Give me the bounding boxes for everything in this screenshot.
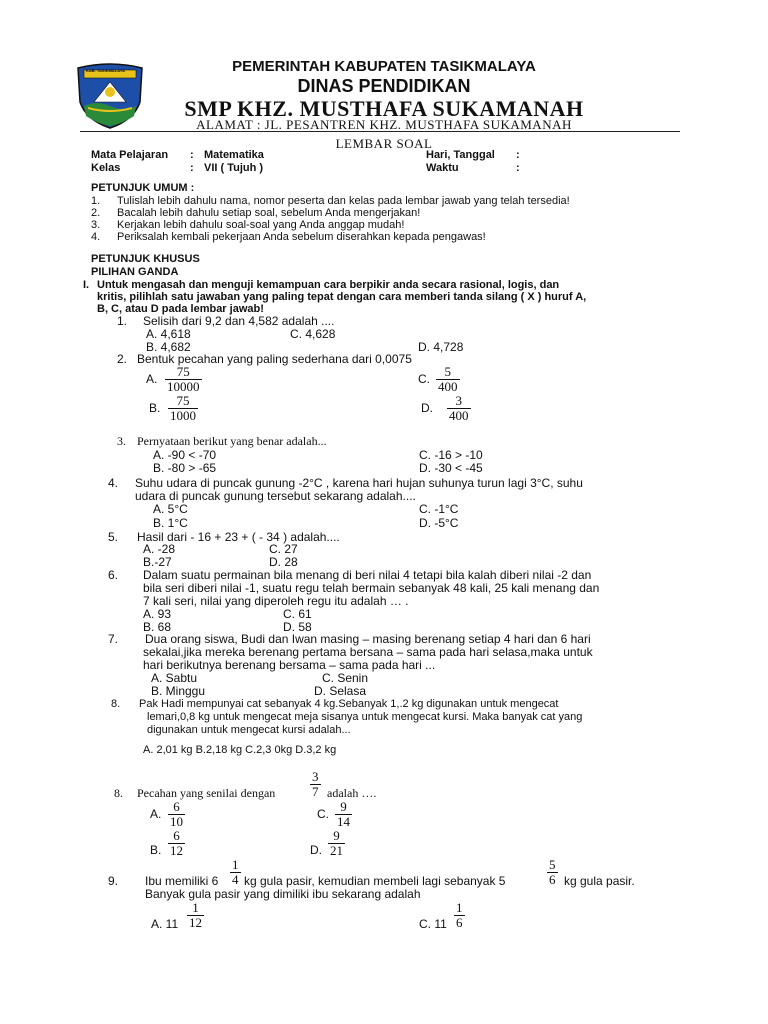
general-instructions-heading: PETUNJUK UMUM : [91,182,195,194]
option-c: C. 4,628 [290,327,336,341]
question-text: Hasil dari - 16 + 23 + ( - 34 ) adalah.... [137,530,340,544]
option-a-fraction [165,365,202,394]
question-text: udara di puncak gunung tersebut sekarang adalah.... [135,489,416,503]
question-number: 9. [108,874,119,888]
option-a: A. Sabtu [151,671,198,685]
fraction-denominator: 12 [189,915,202,930]
option-a: A. -28 [143,542,176,556]
fraction-denominator: 12 [170,843,183,858]
class-label: Kelas [91,162,121,174]
option-d: D. 28 [269,555,298,569]
government-title: PEMERINTAH KABUPATEN TASIKMALAYA [232,58,536,75]
option-a-fraction [187,901,204,930]
question-number: 1. [117,314,128,328]
fraction-numerator: 9 [333,828,340,843]
question-text: Pernyataan berikut yang benar adalah... [137,434,327,448]
general-item-number: 2. [91,207,101,219]
option-a-label: A. [146,372,158,386]
option-a-label: A. [150,807,162,821]
question-text: Selisih dari 9,2 dan 4,582 adalah .... [143,314,335,328]
question-number: 6. [108,568,119,582]
option-d: D. 4,728 [418,340,464,354]
option-d: D. 58 [283,620,312,634]
fraction-numerator: 1 [456,900,463,915]
question-text: Suhu udara di puncak gunung -2°C , karena hari hujan suhunya turun lagi 3°C, suhu [135,476,583,490]
question-number: 7. [108,632,119,646]
fraction-denominator: 6 [456,915,463,930]
question-number: 4. [108,476,119,490]
option-d-label: D. [310,843,322,857]
school-name: SMP KHZ. MUSTHAFA SUKAMANAH [184,96,584,121]
question-text: 7 kali seri, nilai yang diperoleh regu itu adalah … . [143,594,409,608]
subject-value: Matematika [204,149,264,161]
question-text: digunakan untuk mengecat kursi adalah... [147,724,351,736]
question-number: 5. [108,530,119,544]
fraction-denominator: 10 [170,814,183,829]
option-c-fraction [436,365,460,394]
fraction-numerator: 3 [455,393,462,408]
fraction-numerator: 1 [192,900,199,915]
question-text: Dua orang siswa, Budi dan Iwan masing – masing berenang setiap 4 hari dan 6 hari [145,632,591,646]
fraction-denominator: 10000 [167,379,200,394]
question-text: Pecahan yang senilai dengan [137,786,276,800]
fraction-numerator: 6 [173,799,180,814]
fraction-numerator: 5 [549,857,556,872]
question-text: bila seri diberi nilai -1, suatu regu telah bermain sebanyak 48 kali, 25 kali menang dan [143,581,600,595]
fraction-denominator: 14 [337,814,350,829]
fraction-numerator: 3 [312,769,319,784]
question-fraction [310,770,321,799]
general-item-number: 4. [91,231,101,243]
question-text: kg gula pasir. [564,874,635,888]
fraction-numerator: 75 [176,393,190,408]
option-a: A. -90 < -70 [153,448,217,462]
option-b-label: B. [150,843,162,857]
general-item-number: 1. [91,195,101,207]
question-number: 8. [114,786,123,800]
general-item-text: Bacalah lebih dahulu setiap soal, sebelum Anda mengerjakan! [117,207,421,219]
section-instructions: Untuk mengasah dan menguji kemampuan cara berpikir anda secara rasional, logis, dan [97,279,560,291]
option-d-label: D. [421,401,433,415]
option-a: A. 4,618 [146,327,191,341]
option-a: A. 5°C [153,502,188,516]
fraction-numerator: 5 [444,364,451,379]
date-sep: : [516,149,520,161]
option-d: D. -30 < -45 [419,461,483,475]
general-item-text: Kerjakan lebih dahulu soal-soal yang Anda anggap mudah! [117,219,405,231]
option-d-fraction [447,394,471,423]
fraction-numerator: 75 [176,364,190,379]
section-heading: PILIHAN GANDA [91,266,179,278]
question-number: 8. [111,698,121,710]
question-text: sekalai,jika mereka berenang pertama bersana – sama pada hari selasa,maka untuk [143,645,593,659]
general-item-number: 3. [91,219,101,231]
option-c-fraction [335,800,352,829]
class-value: VII ( Tujuh ) [204,162,264,174]
fraction-numerator: 9 [340,799,347,814]
option-a-label: A. 11 [151,917,179,931]
subject-label: Mata Pelajaran [91,149,169,161]
question-text: Bentuk pecahan yang paling sederhana dari 0,0075 [137,352,412,366]
fraction-denominator: 7 [312,784,319,799]
option-d: D. Selasa [314,684,367,698]
school-address: ALAMAT : JL. PESANTREN KHZ. MUSTHAFA SUKAMANAH [196,117,572,132]
question-text: lemari,0,8 kg untuk mengecat meja sisanya untuk mengecat kursi. Maka banyak cat yang [147,711,583,723]
time-sep: : [516,162,520,174]
fraction-numerator: 1 [232,857,239,872]
question-text: kg gula pasir, kemudian membeli lagi sebanyak 5 [244,874,506,888]
fraction-denominator: 400 [449,408,469,423]
option-c: C. 27 [269,542,298,556]
option-b: B. 68 [143,620,172,634]
fraction-denominator: 400 [438,379,458,394]
fraction-numerator: 6 [173,828,180,843]
option-a-fraction [168,800,185,829]
option-c-label: C. [317,807,329,821]
general-item-text: Tulislah lebih dahulu nama, nomor peserta dan kelas pada lembar jawab yang telah tersedia! [117,195,570,207]
option-b-fraction [168,394,198,423]
option-c-label: C. 11 [419,917,447,931]
section-roman: I. [83,279,90,291]
option-b-label: B. [149,401,161,415]
general-item-text: Periksalah kembali pekerjaan Anda sebelum diserahkan kepada pengawas! [117,231,486,243]
question-number: 2. [117,352,128,366]
question-text: Dalam suatu permainan bila menang di beri nilai 4 tetapi bila kalah diberi nilai -2 dan [143,568,592,582]
class-sep: : [190,162,194,174]
option-b: B. 1°C [153,516,188,530]
option-c-label: C. [418,372,430,386]
option-b: B. 4,682 [146,340,191,354]
fraction-denominator: 1000 [170,408,196,423]
option-c-fraction [454,901,465,930]
date-label: Hari, Tanggal [426,149,495,161]
section-instructions: kritis, pilihlah satu jawaban yang paling tepat dengan cara memberi tanda silang ( X ) huruf A, [97,291,587,303]
option-c: C. Senin [322,671,369,685]
subject-sep: : [190,149,194,161]
special-instructions-heading: PETUNJUK KHUSUS [91,253,200,265]
option-c: C. -1°C [419,502,459,516]
question-text: Ibu memiliki 6 [145,874,219,888]
option-a: A. 93 [143,607,172,621]
question-text: Banyak gula pasir yang dimiliki ibu sekarang adalah [145,887,421,901]
department-title: DINAS PENDIDIKAN [297,76,471,96]
question-text: Pak Hadi mempunyai cat sebanyak 4 kg.Sebanyak 1,.2 kg digunakan untuk mengecat [139,698,559,710]
fraction-denominator: 6 [549,872,556,887]
option-c: C. 61 [283,607,312,621]
option-d-fraction [328,829,345,858]
option-b: B.-27 [143,555,172,569]
question-text: hari berikutnya berenang bersama – sama pada hari ... [143,658,436,672]
fraction-denominator: 4 [232,872,239,887]
time-label: Waktu [426,162,459,174]
option-d: D. -5°C [419,516,459,530]
question-number: 3. [117,434,126,448]
question-fraction [547,858,558,887]
option-b-fraction [168,829,185,858]
fraction-denominator: 21 [330,843,343,858]
logo-label: KAB. TASIKMALAYA [86,68,125,73]
section-instructions: B, C, atau D pada lembar jawab! [97,303,264,315]
question-options: A. 2,01 kg B.2,18 kg C.2,3 0kg D.3,2 kg [143,744,337,756]
option-b: B. Minggu [151,684,206,698]
question-fraction [230,858,241,887]
question-text-tail: adalah …. [327,786,377,800]
header-divider [80,131,680,132]
option-b: B. -80 > -65 [153,461,217,475]
option-c: C. -16 > -10 [419,448,483,462]
document-title: LEMBAR SOAL [335,136,433,151]
